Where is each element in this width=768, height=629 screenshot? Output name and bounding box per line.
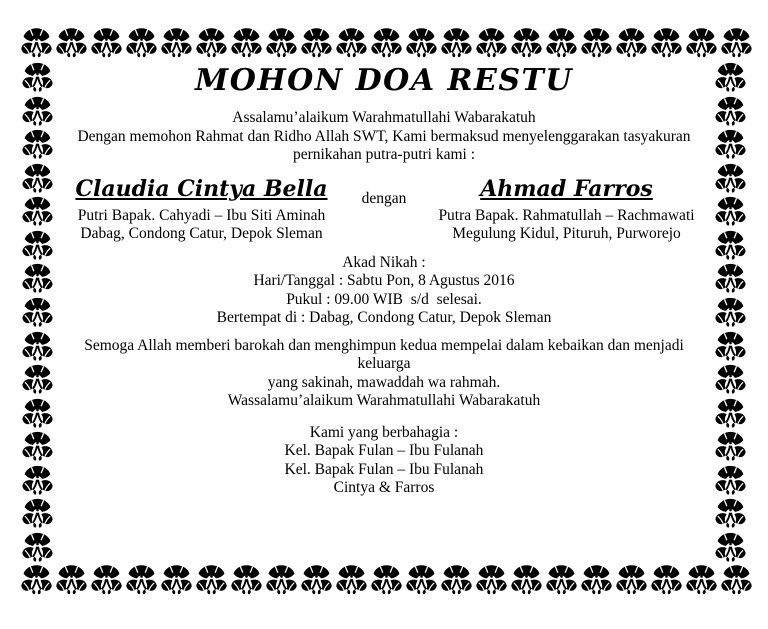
flower-ornament-icon xyxy=(579,27,614,61)
flower-ornament-icon xyxy=(439,564,474,598)
flower-ornament-icon xyxy=(684,564,719,598)
couple-connector: dengan xyxy=(361,189,407,207)
opening-salam: Assalamu’alaikum Warahmatullahi Wabarakatuh xyxy=(232,109,536,126)
flower-ornament-icon xyxy=(544,564,579,598)
flower-ornament-icon xyxy=(712,230,749,263)
flower-ornament-icon xyxy=(19,532,56,565)
flower-ornament-icon xyxy=(712,129,749,162)
flower-ornament-icon xyxy=(712,364,749,397)
flower-ornament-icon xyxy=(649,27,684,61)
flower-ornament-icon xyxy=(19,297,56,330)
flower-ornament-icon xyxy=(194,27,229,61)
flower-ornament-icon xyxy=(649,564,684,598)
flower-ornament-icon xyxy=(19,230,56,263)
flower-ornament-icon xyxy=(712,498,749,531)
flower-ornament-icon xyxy=(712,263,749,296)
ornament-border-left xyxy=(19,62,56,565)
event-heading: Akad Nikah : xyxy=(342,253,426,271)
flower-ornament-icon xyxy=(544,27,579,61)
flower-ornament-icon xyxy=(404,27,439,61)
flower-ornament-icon xyxy=(712,431,749,464)
flower-ornament-icon xyxy=(509,564,544,598)
flower-ornament-icon xyxy=(474,564,509,598)
signoff-section xyxy=(58,424,710,498)
event-time: Pukul : 09.00 WIB s/d selesai. xyxy=(286,290,482,308)
flower-ornament-icon xyxy=(124,27,159,61)
flower-ornament-icon xyxy=(264,27,299,61)
prayer-line-2: yang sakinah, mawaddah wa rahmah. xyxy=(267,373,501,391)
flower-ornament-icon xyxy=(54,564,89,598)
flower-ornament-icon xyxy=(159,27,194,61)
flower-ornament-icon xyxy=(19,498,56,531)
bride-parents: Putri Bapak. Cahyadi – Ibu Siti Aminah xyxy=(77,206,326,224)
groom-address: Megulung Kidul, Pituruh, Purworejo xyxy=(452,225,681,242)
event-date: Hari/Tanggal : Sabtu Pon, 8 Agustus 2016 xyxy=(253,272,515,289)
groom-name: Ahmad Farros xyxy=(480,175,653,202)
flower-ornament-icon xyxy=(159,564,194,598)
signoff-couple-names: Cintya & Farros xyxy=(333,479,435,496)
flower-ornament-icon xyxy=(712,297,749,330)
flower-ornament-icon xyxy=(719,564,754,598)
flower-ornament-icon xyxy=(509,27,544,61)
flower-ornament-icon xyxy=(19,163,56,196)
flower-ornament-icon xyxy=(19,431,56,464)
flower-ornament-icon xyxy=(264,564,299,598)
prayer-section xyxy=(58,337,710,411)
ornament-border-right xyxy=(712,62,749,565)
flower-ornament-icon xyxy=(684,27,719,61)
bride-name: Claudia Cintya Bella xyxy=(75,175,328,202)
flower-ornament-icon xyxy=(712,532,749,565)
flower-ornament-icon xyxy=(404,564,439,598)
flower-ornament-icon xyxy=(712,398,749,431)
flower-ornament-icon xyxy=(299,27,334,61)
flower-ornament-icon xyxy=(712,196,749,229)
flower-ornament-icon xyxy=(19,364,56,397)
prayer-line-1: Semoga Allah memberi barokah dan menghimpun kedua mempelai dalam kebaikan dan menjadi keluarga xyxy=(84,336,688,372)
flower-ornament-icon xyxy=(194,564,229,598)
ornament-border-top xyxy=(19,27,749,62)
flower-ornament-icon xyxy=(614,27,649,61)
flower-ornament-icon xyxy=(19,129,56,162)
flower-ornament-icon xyxy=(19,62,56,95)
flower-ornament-icon xyxy=(19,331,56,364)
invitation-content xyxy=(58,62,710,498)
flower-ornament-icon xyxy=(719,27,754,61)
flower-ornament-icon xyxy=(19,465,56,498)
event-venue: Bertempat di : Dabag, Condong Catur, Depok Sleman xyxy=(216,309,552,326)
couple-row xyxy=(58,176,710,244)
flower-ornament-icon xyxy=(89,27,124,61)
flower-ornament-icon xyxy=(712,163,749,196)
flower-ornament-icon xyxy=(19,27,54,61)
groom-parents: Putra Bapak. Rahmatullah – Rachmawati xyxy=(438,206,695,224)
page-title: MOHON DOA RESTU xyxy=(194,63,573,98)
flower-ornament-icon xyxy=(19,196,56,229)
flower-ornament-icon xyxy=(712,331,749,364)
flower-ornament-icon xyxy=(299,564,334,598)
flower-ornament-icon xyxy=(19,564,54,598)
flower-ornament-icon xyxy=(712,62,749,95)
flower-ornament-icon xyxy=(439,27,474,61)
bride-block xyxy=(58,176,345,244)
event-section xyxy=(58,254,710,328)
flower-ornament-icon xyxy=(229,27,264,61)
opening-line-1: Dengan memohon Rahmat dan Ridho Allah SWT, Kami bermaksud menyelenggarakan tasyakuran xyxy=(77,127,691,145)
signoff-family-2: Kel. Bapak Fulan – Ibu Fulanah xyxy=(284,460,484,478)
flower-ornament-icon xyxy=(54,27,89,61)
flower-ornament-icon xyxy=(474,27,509,61)
opening-line-2: pernikahan putra-putri kami : xyxy=(292,146,476,163)
flower-ornament-icon xyxy=(334,27,369,61)
flower-ornament-icon xyxy=(124,564,159,598)
flower-ornament-icon xyxy=(334,564,369,598)
flower-ornament-icon xyxy=(19,263,56,296)
ornament-border-bottom xyxy=(19,564,749,599)
flower-ornament-icon xyxy=(614,564,649,598)
flower-ornament-icon xyxy=(712,465,749,498)
flower-ornament-icon xyxy=(712,96,749,129)
flower-ornament-icon xyxy=(579,564,614,598)
signoff-family-1: Kel. Bapak Fulan – Ibu Fulanah xyxy=(284,442,484,459)
flower-ornament-icon xyxy=(229,564,264,598)
bride-address: Dabag, Condong Catur, Depok Sleman xyxy=(80,225,323,242)
flower-ornament-icon xyxy=(369,564,404,598)
flower-ornament-icon xyxy=(19,398,56,431)
flower-ornament-icon xyxy=(89,564,124,598)
flower-ornament-icon xyxy=(369,27,404,61)
closing-salam: Wassalamu’alaikum Warahmatullahi Wabarakatuh xyxy=(227,392,541,409)
groom-block xyxy=(423,176,710,244)
flower-ornament-icon xyxy=(19,96,56,129)
signoff-heading: Kami yang berbahagia : xyxy=(309,423,459,441)
